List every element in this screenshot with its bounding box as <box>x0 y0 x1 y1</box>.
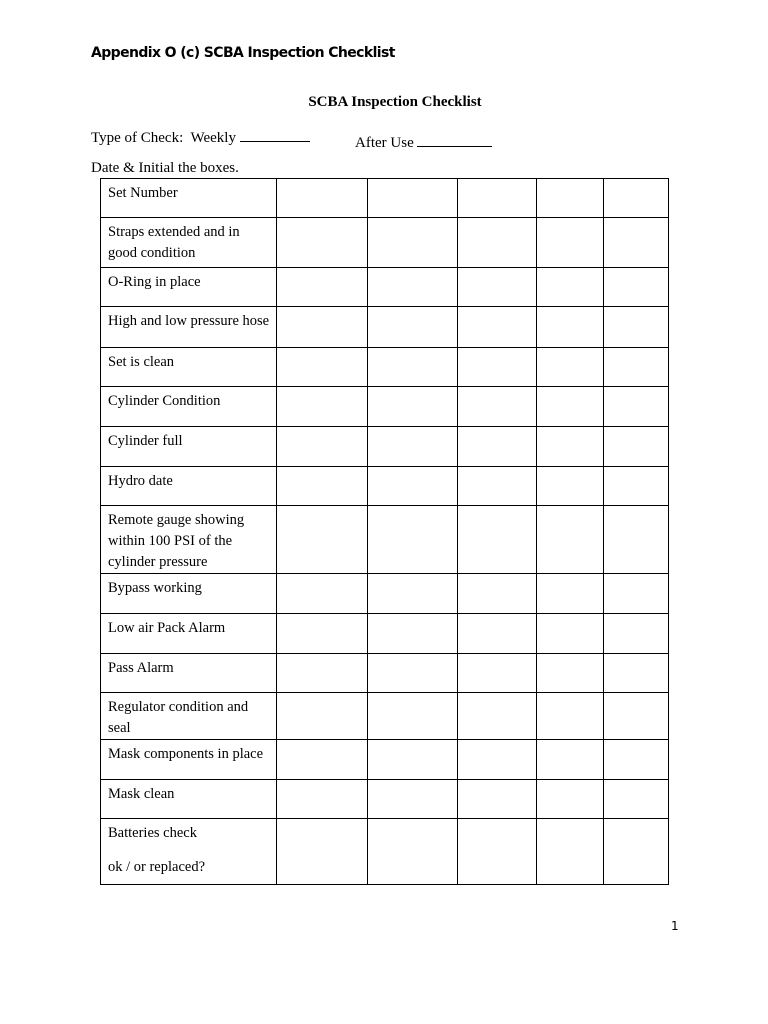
check-box-cell[interactable] <box>277 467 368 506</box>
checklist-item-text: Pass Alarm <box>108 660 174 676</box>
type-of-check-line <box>91 127 310 147</box>
checklist-item-text: Straps extended and in good condition <box>108 224 240 261</box>
checklist-row <box>101 387 669 427</box>
form-title: SCBA Inspection Checklist <box>308 94 482 110</box>
check-box-cell[interactable] <box>368 268 458 307</box>
checklist-item-text: Set is clean <box>108 354 175 370</box>
check-box-cell[interactable] <box>537 740 604 780</box>
checklist-item-text: High and low pressure hose <box>108 313 270 329</box>
check-box-cell[interactable] <box>537 268 604 307</box>
checklist-row <box>101 693 669 740</box>
check-box-cell[interactable] <box>604 693 669 740</box>
checklist-item-text: Low air Pack Alarm <box>108 620 226 636</box>
check-box-cell[interactable] <box>458 693 537 740</box>
checklist-item-text: Remote gauge showing within 100 PSI of the cylinder pressure <box>108 512 245 570</box>
check-box-cell[interactable] <box>368 654 458 693</box>
check-box-cell[interactable] <box>277 348 368 387</box>
check-box-cell[interactable] <box>537 348 604 387</box>
after-use-label: After Use <box>355 135 414 151</box>
check-box-cell[interactable] <box>458 387 537 427</box>
check-box-cell[interactable] <box>368 387 458 427</box>
check-box-cell[interactable] <box>604 179 669 218</box>
check-box-cell[interactable] <box>368 179 458 218</box>
weekly-label: Weekly <box>190 130 236 146</box>
check-box-cell[interactable] <box>537 427 604 467</box>
check-box-cell[interactable] <box>368 819 458 885</box>
check-box-cell[interactable] <box>458 427 537 467</box>
check-box-cell[interactable] <box>537 614 604 654</box>
checklist-row <box>101 268 669 307</box>
instructions: Date & Initial the boxes. <box>91 160 239 176</box>
checklist-row <box>101 506 669 574</box>
checklist-item-label <box>101 387 277 427</box>
check-box-cell[interactable] <box>604 348 669 387</box>
check-box-cell[interactable] <box>277 387 368 427</box>
check-box-cell[interactable] <box>537 387 604 427</box>
check-box-cell[interactable] <box>458 268 537 307</box>
check-box-cell[interactable] <box>368 506 458 574</box>
check-box-cell[interactable] <box>458 218 537 268</box>
checklist-item-text: O-Ring in place <box>108 274 201 290</box>
check-box-cell[interactable] <box>537 780 604 819</box>
checklist-row <box>101 467 669 506</box>
checklist-item-label <box>101 218 277 268</box>
type-of-check-label: Type of Check: <box>91 130 184 146</box>
checklist-row <box>101 179 669 218</box>
checklist-item-text: Cylinder Condition <box>108 393 221 409</box>
checklist-row <box>101 218 669 268</box>
checklist-item-label <box>101 654 277 693</box>
check-box-cell[interactable] <box>537 574 604 614</box>
checklist-row <box>101 740 669 780</box>
check-box-cell[interactable] <box>277 614 368 654</box>
checklist-item-label <box>101 614 277 654</box>
check-box-cell[interactable] <box>458 467 537 506</box>
check-box-cell[interactable] <box>458 780 537 819</box>
appendix-header: Appendix O (c) SCBA Inspection Checklist <box>91 45 395 61</box>
checklist-item-label <box>101 307 277 348</box>
check-box-cell[interactable] <box>604 427 669 467</box>
checklist-item-label <box>101 506 277 574</box>
check-box-cell[interactable] <box>277 218 368 268</box>
checklist-item-text: Mask components in place <box>108 746 264 762</box>
check-box-cell[interactable] <box>277 427 368 467</box>
check-box-cell[interactable] <box>604 218 669 268</box>
check-box-cell[interactable] <box>458 654 537 693</box>
check-box-cell[interactable] <box>458 307 537 348</box>
checklist-item-label <box>101 427 277 467</box>
check-box-cell[interactable] <box>537 506 604 574</box>
check-box-cell[interactable] <box>604 654 669 693</box>
check-box-cell[interactable] <box>277 307 368 348</box>
check-box-cell[interactable] <box>368 218 458 268</box>
check-box-cell[interactable] <box>368 467 458 506</box>
check-box-cell[interactable] <box>368 740 458 780</box>
checklist-item-label <box>101 348 277 387</box>
check-box-cell[interactable] <box>604 268 669 307</box>
checklist-item-label <box>101 780 277 819</box>
checklist-item-label <box>101 268 277 307</box>
checklist-row <box>101 614 669 654</box>
check-box-cell[interactable] <box>604 819 669 885</box>
checklist-row <box>101 780 669 819</box>
checklist-row <box>101 819 669 885</box>
checklist-item-label <box>101 740 277 780</box>
check-box-cell[interactable] <box>604 614 669 654</box>
check-box-cell[interactable] <box>537 179 604 218</box>
checklist-row <box>101 348 669 387</box>
checklist-item-text: Hydro date <box>108 473 173 489</box>
after-use-blank[interactable] <box>417 132 492 147</box>
checklist-item-text: Set Number <box>108 185 178 201</box>
check-box-cell[interactable] <box>368 614 458 654</box>
check-box-cell[interactable] <box>368 427 458 467</box>
checklist-item-label <box>101 179 277 218</box>
check-box-cell[interactable] <box>458 574 537 614</box>
check-box-cell[interactable] <box>537 819 604 885</box>
checklist-item-text: Bypass working <box>108 580 202 596</box>
check-box-cell[interactable] <box>368 307 458 348</box>
check-box-cell[interactable] <box>277 740 368 780</box>
check-box-cell[interactable] <box>277 574 368 614</box>
check-box-cell[interactable] <box>604 780 669 819</box>
check-box-cell[interactable] <box>604 740 669 780</box>
check-box-cell[interactable] <box>458 819 537 885</box>
check-box-cell[interactable] <box>604 307 669 348</box>
check-box-cell[interactable] <box>604 506 669 574</box>
checklist-item-text: Cylinder full <box>108 433 183 449</box>
check-box-cell[interactable] <box>277 819 368 885</box>
check-box-cell[interactable] <box>537 467 604 506</box>
check-box-cell[interactable] <box>537 218 604 268</box>
check-box-cell[interactable] <box>458 614 537 654</box>
check-box-cell[interactable] <box>368 780 458 819</box>
check-box-cell[interactable] <box>604 387 669 427</box>
check-box-cell[interactable] <box>368 693 458 740</box>
check-box-cell[interactable] <box>458 506 537 574</box>
check-box-cell[interactable] <box>277 693 368 740</box>
check-box-cell[interactable] <box>277 179 368 218</box>
check-box-cell[interactable] <box>277 268 368 307</box>
after-use-line <box>355 132 492 152</box>
checklist-row <box>101 307 669 348</box>
check-box-cell[interactable] <box>458 740 537 780</box>
check-box-cell[interactable] <box>537 693 604 740</box>
checklist-row <box>101 427 669 467</box>
checklist-item-text: Mask clean <box>108 786 175 802</box>
checklist-item-label <box>101 467 277 506</box>
inspection-table <box>100 178 669 885</box>
checklist-item-label <box>101 693 277 740</box>
check-box-cell[interactable] <box>277 780 368 819</box>
check-box-cell[interactable] <box>368 574 458 614</box>
checklist-item-label <box>101 574 277 614</box>
checklist-item-text: Batteries check <box>108 825 197 841</box>
checklist-row <box>101 654 669 693</box>
check-box-cell[interactable] <box>604 467 669 506</box>
checklist-row <box>101 574 669 614</box>
check-box-cell[interactable] <box>604 574 669 614</box>
page-number: 1 <box>671 919 679 933</box>
check-box-cell[interactable] <box>458 179 537 218</box>
weekly-blank[interactable] <box>240 127 310 142</box>
checklist-item-label <box>101 819 277 885</box>
check-box-cell[interactable] <box>458 348 537 387</box>
checklist-item-text: Regulator condition and seal <box>108 699 249 736</box>
checklist-item-subtext: ok / or replaced? <box>108 859 206 875</box>
check-box-cell[interactable] <box>277 506 368 574</box>
check-box-cell[interactable] <box>277 654 368 693</box>
check-box-cell[interactable] <box>368 348 458 387</box>
check-box-cell[interactable] <box>537 307 604 348</box>
check-box-cell[interactable] <box>537 654 604 693</box>
